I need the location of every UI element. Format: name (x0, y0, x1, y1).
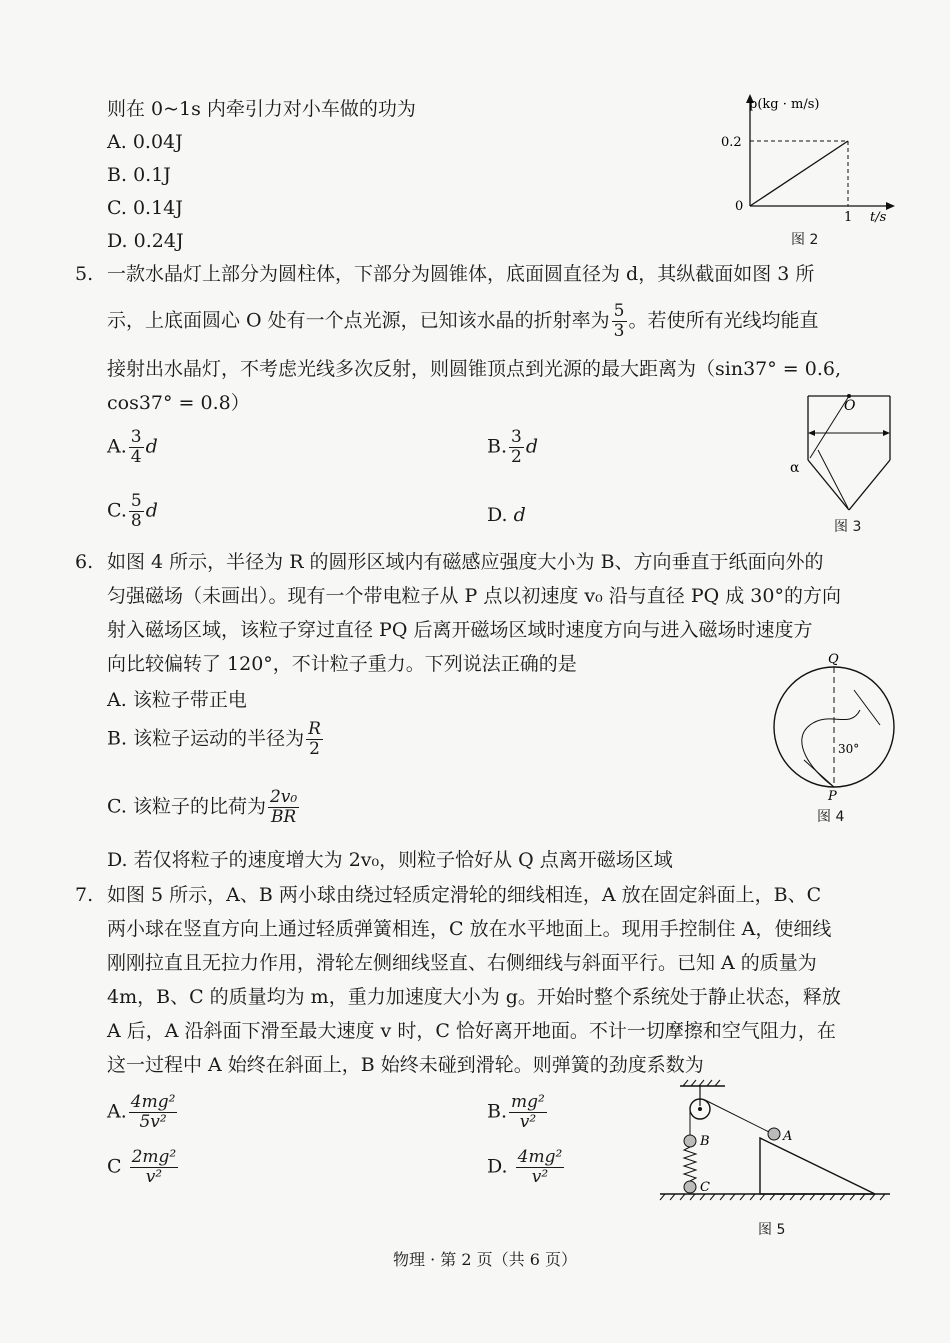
figure-2-momentum-graph (715, 88, 905, 228)
q7-option-c: C $\frac{\text{2mg²}}{\text{v²}}$ (107, 1147, 177, 1187)
ball-b (684, 1135, 696, 1147)
ball-c (684, 1181, 696, 1193)
origin-label: 0 (735, 199, 744, 214)
label-c: C (700, 1180, 710, 1195)
figure-3-caption: 图 3 (834, 519, 862, 535)
q5-option-b: B. $\frac{3}{2}$ d (487, 427, 539, 467)
figure-5-pulley-incline (655, 1078, 895, 1208)
incline (760, 1138, 875, 1194)
q5-option-a: A. $\frac{3}{4}$ d (107, 427, 158, 467)
q6-option-d: D. 若仅将粒子的速度增大为 2v₀，则粒子恰好从 Q 点离开磁场区域 (107, 849, 673, 871)
q6-number: 6. (75, 551, 94, 573)
q5-option-d: D. d (487, 504, 526, 526)
q7-number: 7. (75, 884, 94, 906)
q4-option-c: C. 0.14J (107, 197, 183, 219)
exit-ray (854, 690, 880, 725)
label-a: A (783, 1129, 793, 1144)
ground-hatch (660, 1194, 885, 1200)
spring (684, 1147, 696, 1181)
q5-line2: 示，上底面圆心 O 处有一个点光源，已知该水晶的折射率为 $\frac{5}{3}$ 。若使所有光线均能直 (107, 301, 819, 341)
q5-index-fraction: $\frac{5}{3}$ (613, 301, 625, 341)
figure-3-crystal-lamp (780, 388, 905, 518)
q5-number: 5. (75, 263, 94, 285)
q6-option-b: B. 该粒子运动的半径为 $\frac{R}{2}$ (107, 719, 321, 759)
light-ray-2 (818, 450, 848, 508)
q7-option-d: D. $\frac{\text{4mg²}}{\text{v²}}$ (487, 1147, 563, 1187)
q6-line1: 如图 4 所示，半径为 R 的圆形区域内有磁感应强度大小为 B、方向垂直于纸面向外的 (107, 551, 824, 573)
ball-a (768, 1128, 780, 1140)
page-footer: 物理 · 第 2 页（共 6 页） (393, 1250, 577, 1269)
q6-option-c: C. 该粒子的比荷为 $\frac{\text{2v₀}}{BR}$ (107, 787, 298, 827)
q7-line1: 如图 5 所示，A、B 两小球由绕过轻质定滑轮的细线相连，A 放在固定斜面上，B、C (107, 884, 822, 906)
entry-velocity (804, 760, 834, 787)
q6-option-a: A. 该粒子带正电 (107, 689, 247, 711)
q4-option-d: D. 0.24J (107, 230, 184, 252)
q6-line3: 射入磁场区域，该粒子穿过直径 PQ 后离开磁场区域时速度方向与进入磁场时速度方 (107, 619, 813, 641)
q7-line3: 刚刚拉直且无拉力作用，滑轮左侧细线竖直、右侧细线与斜面平行。已知 A 的质量为 (107, 952, 817, 974)
y-tick-label: 0.2 (721, 135, 742, 150)
figure-2-caption: 图 2 (791, 232, 819, 248)
graph-line (750, 141, 848, 206)
label-b: B (700, 1134, 710, 1149)
q4-stem-tail: 则在 0~1s 内牵引力对小车做的功为 (107, 98, 416, 120)
label-angle: 30° (838, 742, 860, 756)
x-axis-arrow (886, 202, 895, 210)
q5-line4: cos37° = 0.8） (107, 392, 250, 414)
label-p: P (828, 789, 837, 800)
q7-option-b: B. $\frac{\text{mg²}}{\text{v²}}$ (487, 1092, 545, 1132)
ceiling-hatch (683, 1080, 720, 1086)
label-q: Q (828, 652, 839, 667)
string-incline (705, 1100, 773, 1134)
x-axis-label: t/s (870, 210, 887, 225)
q7-option-a: A. $\frac{\text{4mg²}}{\text{5v²}}$ (107, 1092, 176, 1132)
figure-4-magnetic-field-circle (770, 650, 910, 800)
q4-option-b: B. 0.1J (107, 164, 171, 186)
q6-line2: 匀强磁场（未画出）。现有一个带电粒子从 P 点以初速度 v₀ 沿与直径 PQ 成 30°的方向 (107, 585, 841, 607)
q5-line3: 接射出水晶灯，不考虑光线多次反射，则圆锥顶点到光源的最大距离为（sin37° = 0.6, (107, 358, 841, 380)
x-tick-label: 1 (844, 210, 853, 225)
q4-option-a: A. 0.04J (107, 131, 183, 153)
q7-line2: 两小球在竖直方向上通过轻质弹簧相连，C 放在水平地面上。现用手控制住 A，使细线 (107, 918, 832, 940)
q6-line4: 向比较偏转了 120°，不计粒子重力。下列说法正确的是 (107, 653, 577, 675)
y-axis-label: p(kg · m/s) (749, 97, 820, 112)
label-alpha: α (790, 460, 800, 476)
q5-option-c: C. $\frac{5}{8}$ d (107, 491, 158, 531)
q7-line5: A 后，A 沿斜面下滑至最大速度 v 时，C 恰好离开地面。不计一切摩擦和空气阻力，在 (107, 1020, 836, 1042)
q7-line4: 4m，B、C 的质量均为 m，重力加速度大小为 g。开始时整个系统处于静止状态，释放 (107, 986, 841, 1008)
figure-5-caption: 图 5 (758, 1222, 786, 1238)
cone-right (849, 460, 890, 510)
q7-line6: 这一过程中 A 始终在斜面上，B 始终未碰到滑轮。则弹簧的劲度系数为 (107, 1054, 704, 1076)
cone-left (808, 460, 849, 510)
q5-line1: 一款水晶灯上部分为圆柱体，下部分为圆锥体，底面圆直径为 d，其纵截面如图 3 所 (107, 263, 815, 285)
figure-4-caption: 图 4 (817, 809, 845, 825)
label-o: O (844, 398, 856, 414)
